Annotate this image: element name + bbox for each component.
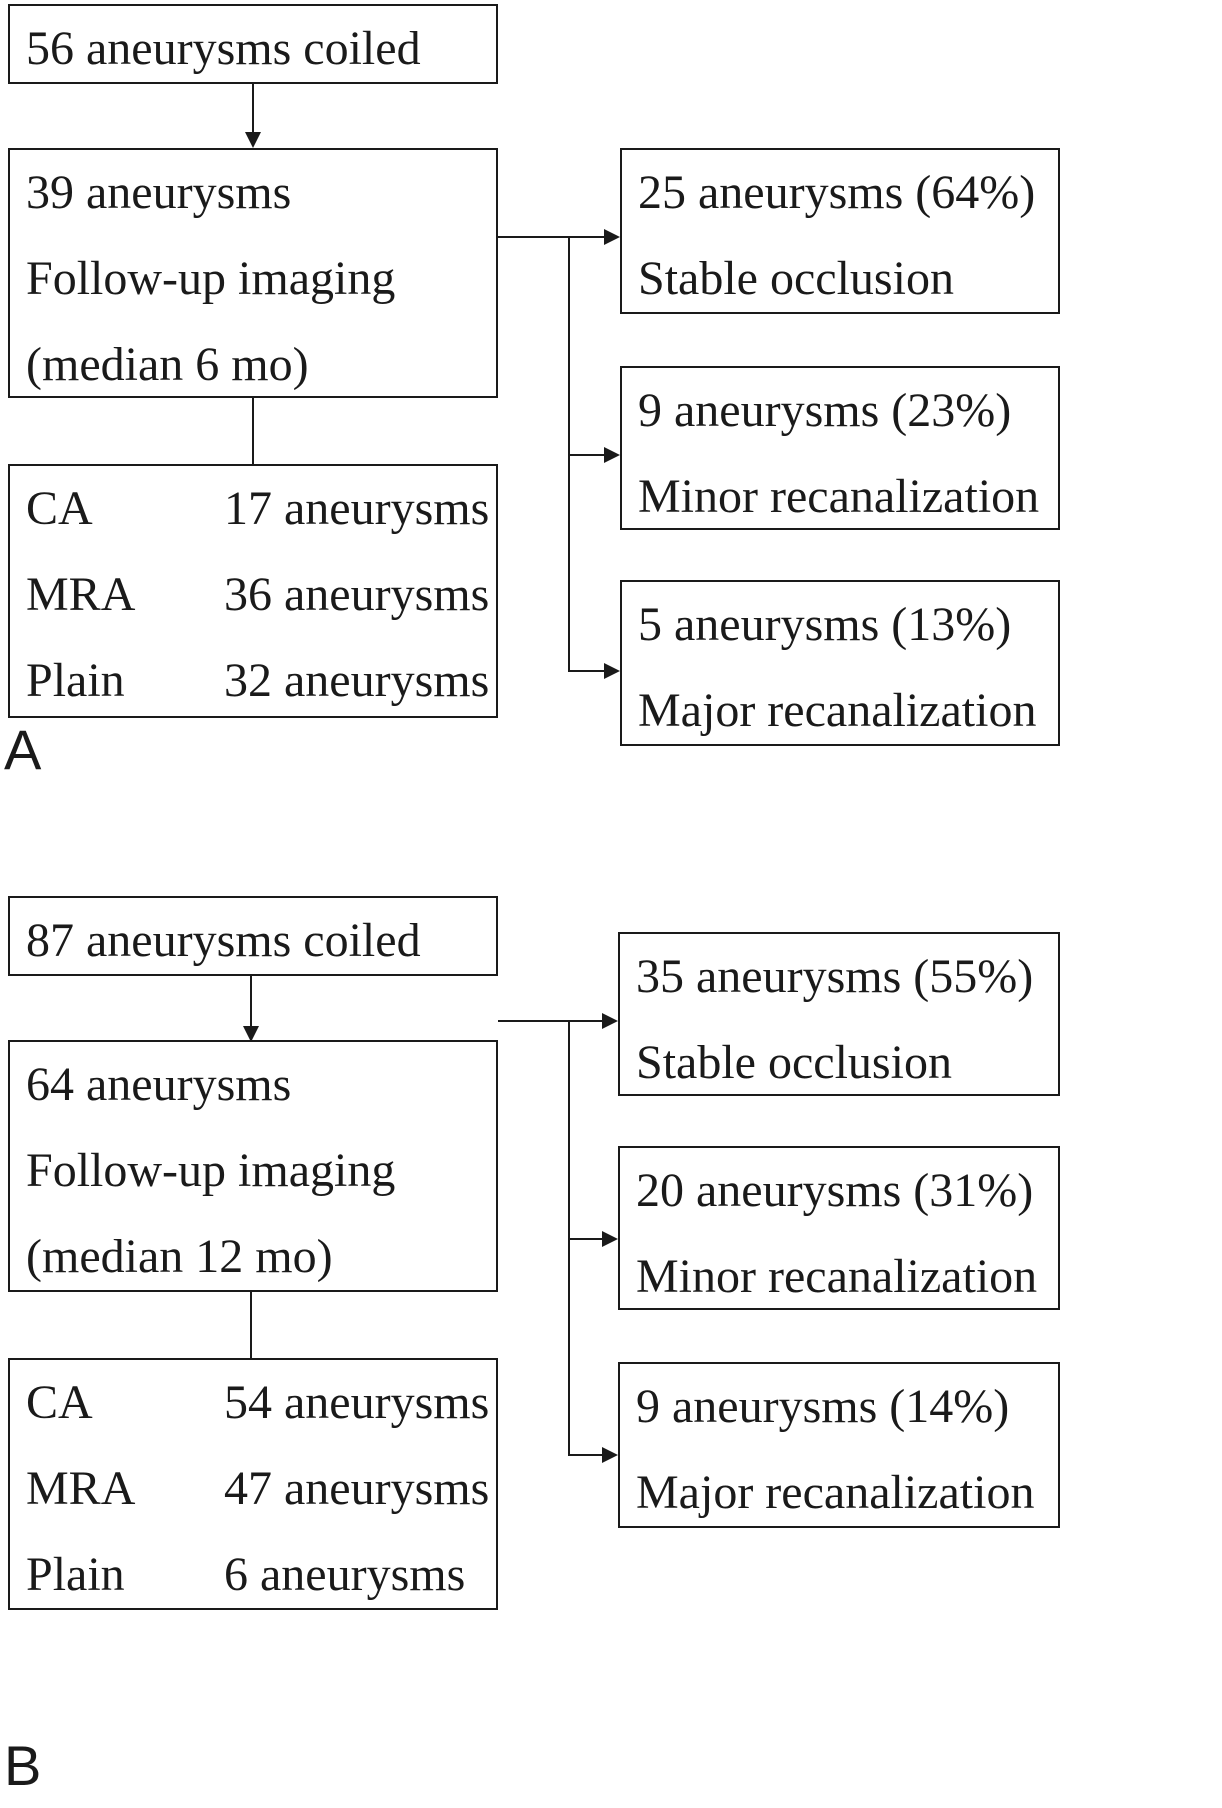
outcome-minor-box — [620, 366, 1060, 530]
modality-connector — [252, 398, 254, 464]
followup-box — [8, 1040, 498, 1292]
modality-name: MRA — [26, 1462, 136, 1515]
panel-a — [0, 0, 1222, 900]
modality-value: 32 aneurysms — [224, 654, 490, 707]
modality-name: Plain — [26, 654, 125, 707]
modality-value: 36 aneurysms — [224, 568, 490, 621]
coiled-box — [8, 896, 498, 976]
outcome-label: Stable occlusion — [638, 252, 954, 305]
branch-to-major — [568, 1454, 604, 1456]
arrow-right-icon — [604, 447, 620, 463]
arrow-right-icon — [604, 663, 620, 679]
followup-label: Follow-up imaging — [26, 1144, 396, 1197]
modality-connector — [250, 1292, 252, 1358]
outcome-major-box — [620, 580, 1060, 746]
branch-to-stable — [568, 1020, 604, 1022]
branch-horizontal — [498, 1020, 570, 1022]
outcome-label: Minor recanalization — [636, 1250, 1038, 1303]
arrow-right-icon — [602, 1013, 618, 1029]
outcome-stable-box — [620, 148, 1060, 314]
arrow-shaft — [250, 976, 252, 1028]
modality-value: 6 aneurysms — [224, 1548, 466, 1601]
outcome-count: 25 aneurysms (64%) — [638, 166, 1036, 219]
arrow-right-icon — [602, 1447, 618, 1463]
modality-box — [8, 464, 498, 718]
modality-row-mra — [26, 1446, 496, 1532]
modality-row-plain — [26, 1532, 496, 1608]
followup-median: (median 12 mo) — [26, 1230, 333, 1283]
outcome-count: 9 aneurysms (14%) — [636, 1380, 1010, 1433]
modality-row-ca — [26, 466, 496, 552]
outcome-minor-box — [618, 1146, 1060, 1310]
modality-row-ca — [26, 1360, 496, 1446]
followup-count: 39 aneurysms — [26, 166, 292, 219]
modality-value: 17 aneurysms — [224, 482, 490, 535]
panel-label: A — [4, 718, 42, 781]
branch-horizontal — [498, 236, 570, 238]
panel-label: B — [4, 1734, 42, 1797]
modality-value: 47 aneurysms — [224, 1462, 490, 1515]
arrow-down-icon — [245, 132, 261, 148]
outcome-major-box — [618, 1362, 1060, 1528]
modality-box — [8, 1358, 498, 1610]
outcome-count: 9 aneurysms (23%) — [638, 384, 1012, 437]
outcome-label: Stable occlusion — [636, 1036, 952, 1089]
outcome-label: Minor recanalization — [638, 470, 1040, 523]
coiled-count: 56 aneurysms coiled — [26, 22, 421, 75]
modality-name: Plain — [26, 1548, 125, 1601]
outcome-stable-box — [618, 932, 1060, 1096]
arrow-right-icon — [602, 1231, 618, 1247]
modality-name: MRA — [26, 568, 136, 621]
modality-name: CA — [26, 482, 93, 535]
arrow-shaft — [252, 84, 254, 134]
branch-to-minor — [568, 454, 606, 456]
modality-name: CA — [26, 1376, 93, 1429]
modality-row-mra — [26, 552, 496, 638]
modality-row-plain — [26, 638, 496, 716]
followup-box — [8, 148, 498, 398]
followup-label: Follow-up imaging — [26, 252, 396, 305]
branch-to-major — [568, 670, 606, 672]
branch-to-minor — [568, 1238, 604, 1240]
outcome-count: 20 aneurysms (31%) — [636, 1164, 1034, 1217]
outcome-label: Major recanalization — [636, 1466, 1035, 1519]
coiled-box — [8, 4, 498, 84]
panel-b — [0, 908, 1222, 1808]
followup-median: (median 6 mo) — [26, 338, 309, 391]
coiled-count: 87 aneurysms coiled — [26, 914, 421, 967]
followup-count: 64 aneurysms — [26, 1058, 292, 1111]
outcome-count: 35 aneurysms (55%) — [636, 950, 1034, 1003]
branch-to-stable — [568, 236, 606, 238]
arrow-right-icon — [604, 229, 620, 245]
outcome-count: 5 aneurysms (13%) — [638, 598, 1012, 651]
outcome-label: Major recanalization — [638, 684, 1037, 737]
modality-value: 54 aneurysms — [224, 1376, 490, 1429]
